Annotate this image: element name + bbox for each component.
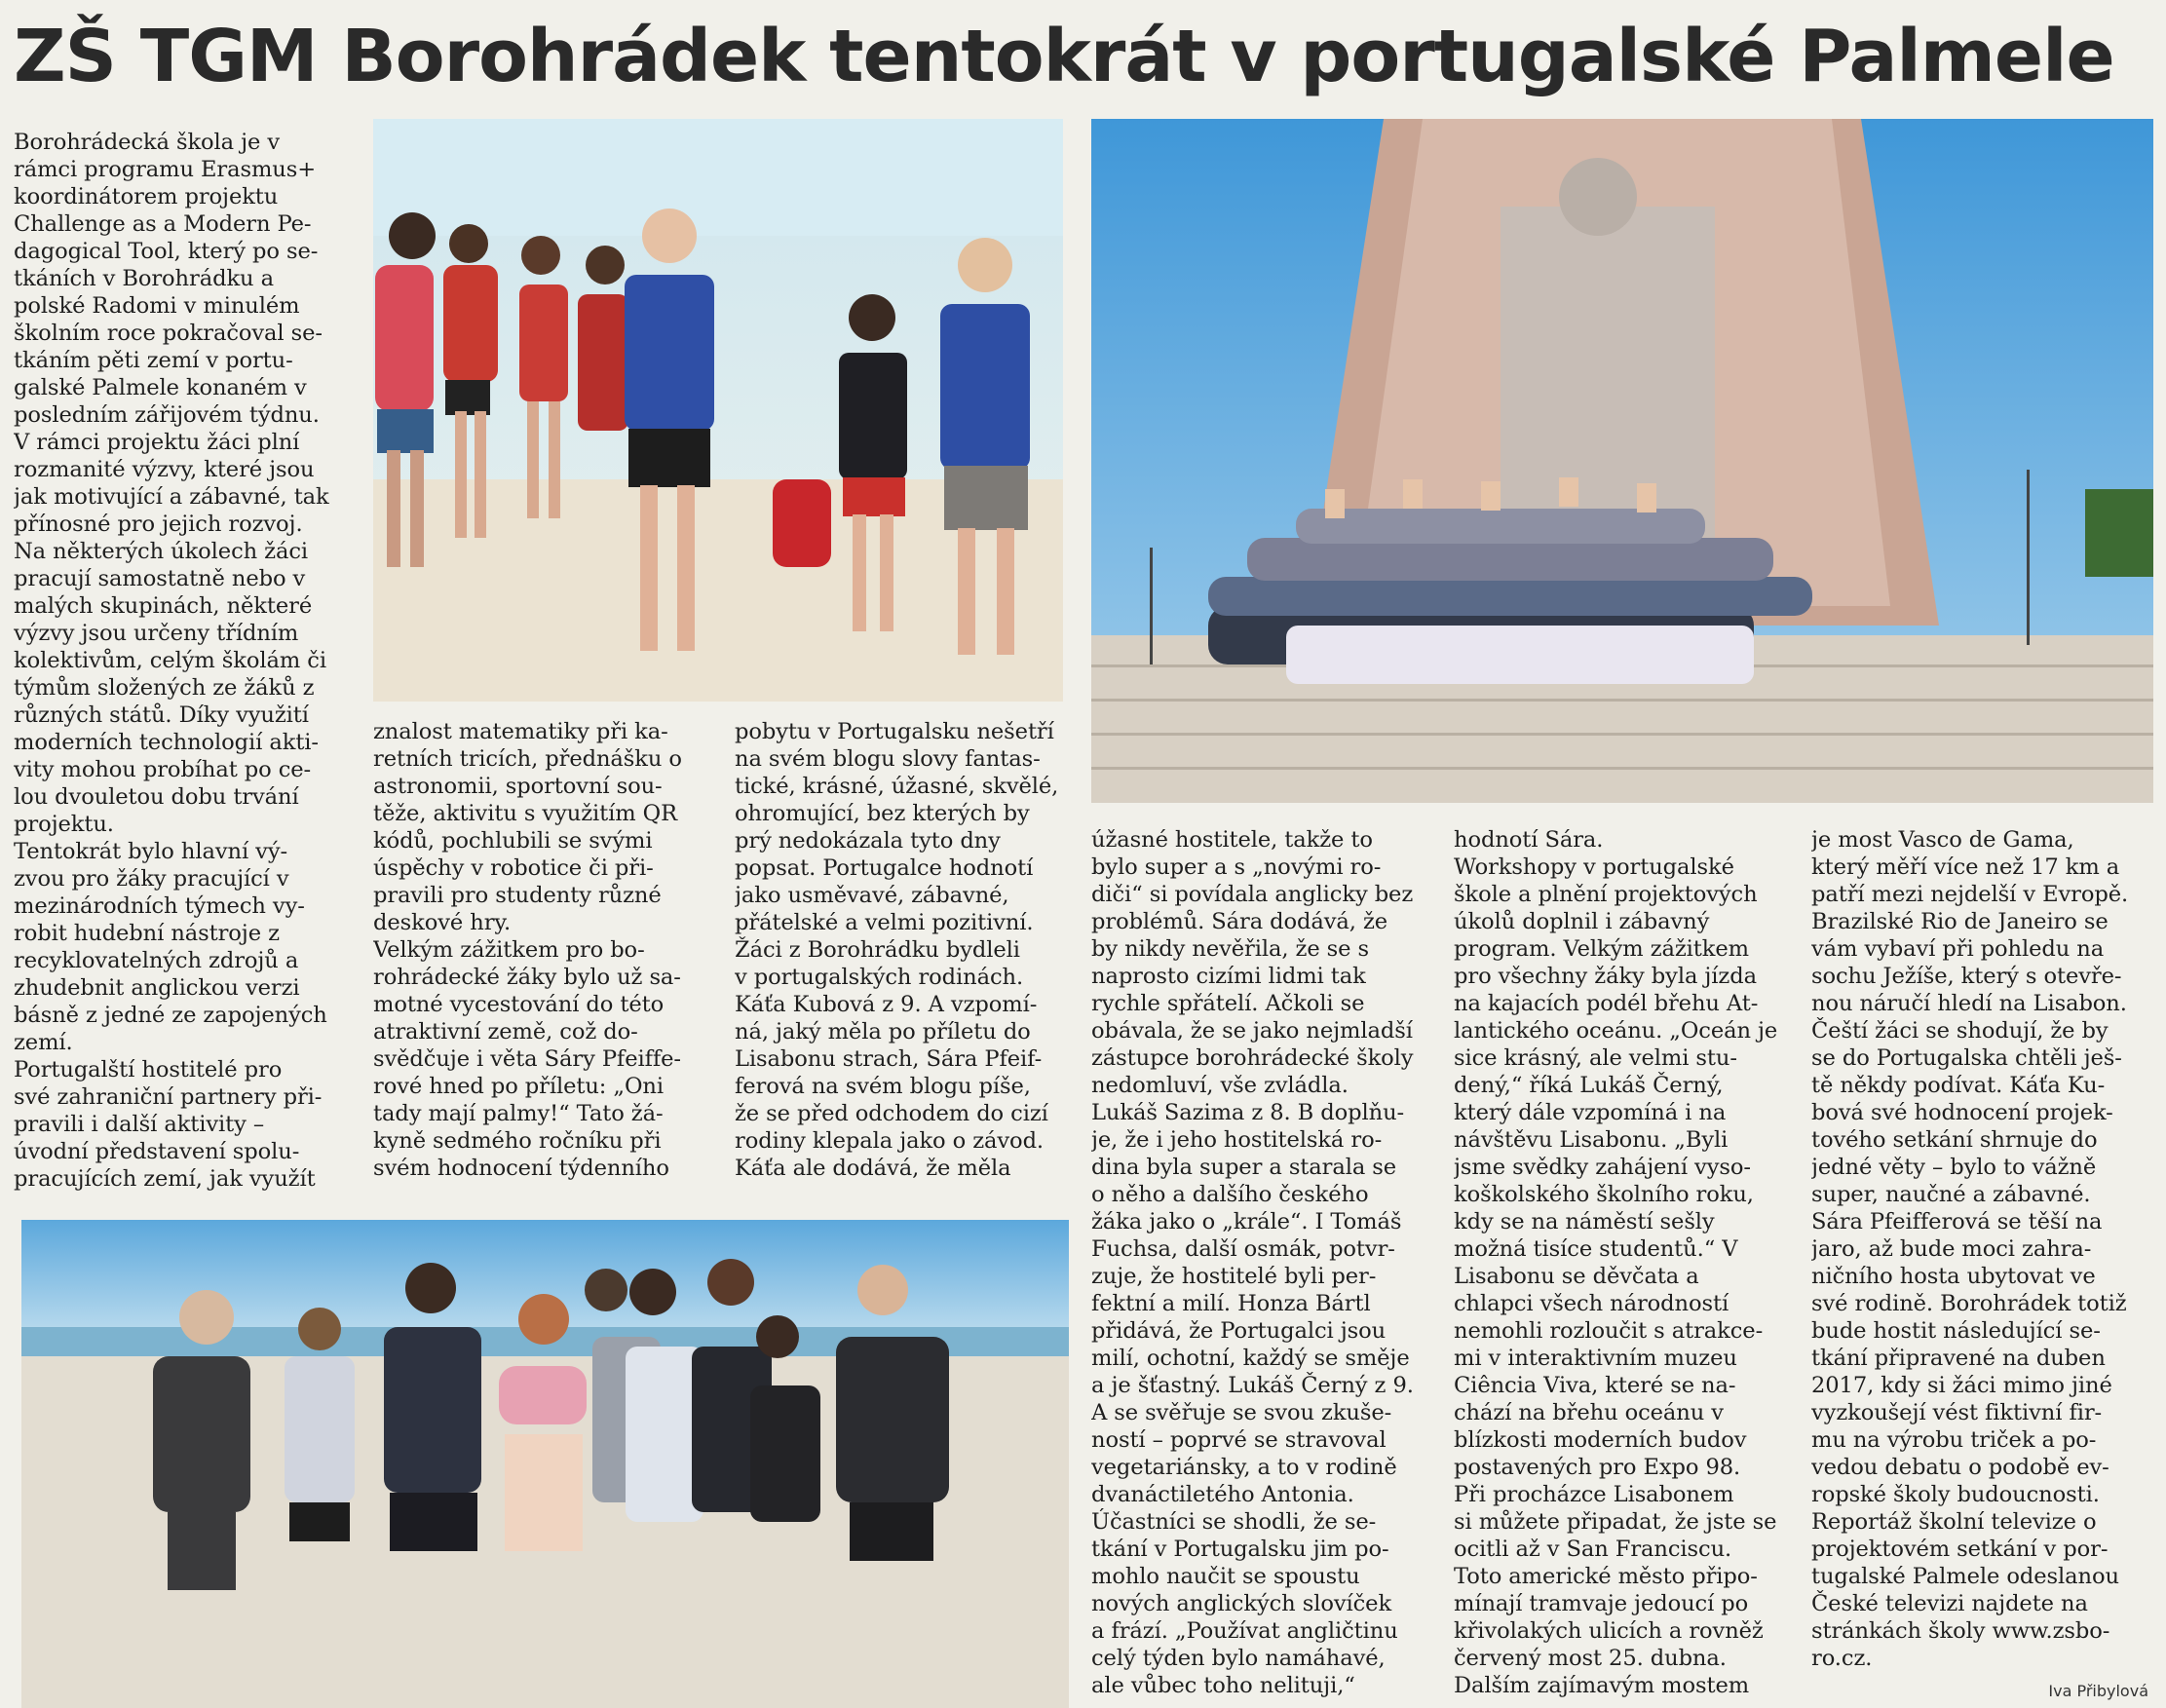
author-byline: Iva Přibylová [2048,1682,2148,1700]
article-headline: ZŠ TGM Borohrádek tentokrát v portugalské Palmele [14,15,2114,98]
beach-students-photo [373,119,1063,702]
monument-group-photo [1091,119,2153,803]
article-column-3: pobytu v Portugalsku nešetří na svém blogu slovy fantas- tické, krásné, úžasné, skvělé, ohromující, bez kterých by prý nedokázala tyto dny popsat. Portugalce hodnotí jako usměvavé, zábavné, přátelské a velmi pozitivní. Žáci z Borohrádku bydleli v portugalských rodinách. Káťa Kubová z 9. A vzpomí- ná, jaký měla po příletu do Lisabonu strach, Sára Pfeif- ferová na svém blogu píše, že se před odchodem do cizí rodiny klepala jako o závod. Káťa ale dodává, že měla [735,719,1059,1181]
article-column-5: hodnotí Sára. Workshopy v portugalské škole a plnění projektových úkolů doplnil i zábavný program. Velkým zážitkem pro všechny žáky byla jízda na kajacích podél břehu At- lantického oceánu. „Oceán je sice krásný, ale velmi stu- dený,“ říká Lukáš Černý, který dále vzpomíná i na návštěvu Lisabonu. „Byli jsme svědky zahájení vyso- koškolského školního roku, kdy se na náměstí sešly možná tisíce studentů.“ V Lisabonu se děvčata a chlapci všech národností nemohli rozloučit s atrakce- mi v interaktivním muzeu Ciência Viva, které se na- chází na břehu oceánu v blízkosti moderních budov postavených pro Expo 98. Při procházce Lisabonem si můžete připadat, že jste se ocitli až v San Franciscu. Toto americké město připo- mínají tramvaje jedoucí po křivolakých ulicích a rovněž červený most 25. dubna. Dalším zajímavým mostem [1454,827,1778,1698]
article-column-2: znalost matematiky při ka- retních tricích, přednášku o astronomii, sportovní sou- těže, aktivitu s využitím QR kódů, pochlubili se svými úspěchy v robotice či při- pravili pro studenty různé deskové hry. Velkým zážitkem pro bo- rohrádecké žáky bylo už sa- motné vycestování do této atraktivní země, což do- svědčuje i věta Sáry Pfeiffe- rové hned po příletu: „Oni tady mají palmy!“ Tato žá- kyně sedmého ročníku při svém hodnocení týdenního [373,719,682,1181]
article-column-1: Borohrádecká škola je v rámci programu Erasmus+ koordinátorem projektu Challenge as a Modern Pe- dagogical Tool, který po se- tkáních v Borohrádku a polské Radomi v minulém školním roce pokračoval se- tkáním pěti zemí v portu- galské Palmele konaném v posledním zářijovém týdnu. V rámci projektu žáci plní rozmanité výzvy, které jsou jak motivující a zábavné, tak přínosné pro jejich rozvoj. Na některých úkolech žáci pracují samostatně nebo v malých skupinách, některé výzvy jsou určeny třídním kolektivům, celým školám či týmům složených ze žáků z různých států. Díky využití moderních technologií akti- vity mohou probíhat po ce- lou dvouletou dobu trvání projektu. Tentokrát bylo hlavní vý- zvou pro žáky pracující v mezinárodních týmech vy- robit hudební nástroje z recyklovatelných zdrojů a zhudebnit anglickou verzi básně z jedné ze zapojených zemí. Portugalští hostitelé pro své zahraniční partnery při- pravili i další aktivity – úvodní představení spolu- pracujících zemí, jak využít [14,130,329,1192]
article-column-4: úžasné hostitele, takže to bylo super a s „novými ro- diči“ si povídala anglicky bez problémů. Sára dodává, že by nikdy nevěřila, že se s naprosto cizími lidmi tak rychle spřátelí. Ačkoli se obávala, že se jako nejmladší zástupce borohrádecké školy nedomluví, vše zvládla. Lukáš Sazima z 8. B doplňu- je, že i jeho hostitelská ro- dina byla super a starala se o něho a dalšího českého žáka jako o „krále“. I Tomáš Fuchsa, další osmák, potvr- zuje, že hostitelé byli per- fektní a milí. Honza Bártl přidává, že Portugalci jsou milí, ochotní, každý se směje a je šťastný. Lukáš Černý z 9. A se svěřuje se svou zkuše- ností – poprvé se stravoval vegetariánsky, a to v rodině dvanáctiletého Antonia. Účastníci se shodli, že se- tkání v Portugalsku jim po- mohlo naučit se spoustu nových anglických slovíček a frází. „Používat angličtinu celý týden bylo namáhavé, ale vůbec toho nelituji,“ [1091,827,1414,1698]
article-column-6: je most Vasco de Gama, který měří více než 17 km a patří mezi nejdelší v Evropě. Brazilské Rio de Janeiro se vám vybaví při pohledu na sochu Ježíše, který s otevře- nou náručí hledí na Lisabon. Čeští žáci se shodují, že by se do Portugalska chtěli ješ- tě někdy podívat. Káťa Ku- bová své hodnocení projek- tového setkání shrnuje do jedné věty – bylo to vážně super, naučné a zábavné. Sára Pfeifferová se těší na jaro, až bude moci zahra- ničního hosta ubytovat ve své rodině. Borohrádek totiž bude hostit následující se- tkání připravené na duben 2017, kdy si žáci mimo jiné vyzkoušejí vést fiktivní fir- mu na výrobu triček a po- vedou debatu o podobě ev- ropské školy budoucnosti. Reportáž školní televize o projektovém setkání v por- tugalské Palmele odeslanou České televizi najdete na stránkách školy www.zsbo- ro.cz. [1811,827,2129,1671]
beach-group-photo [21,1220,1069,1708]
